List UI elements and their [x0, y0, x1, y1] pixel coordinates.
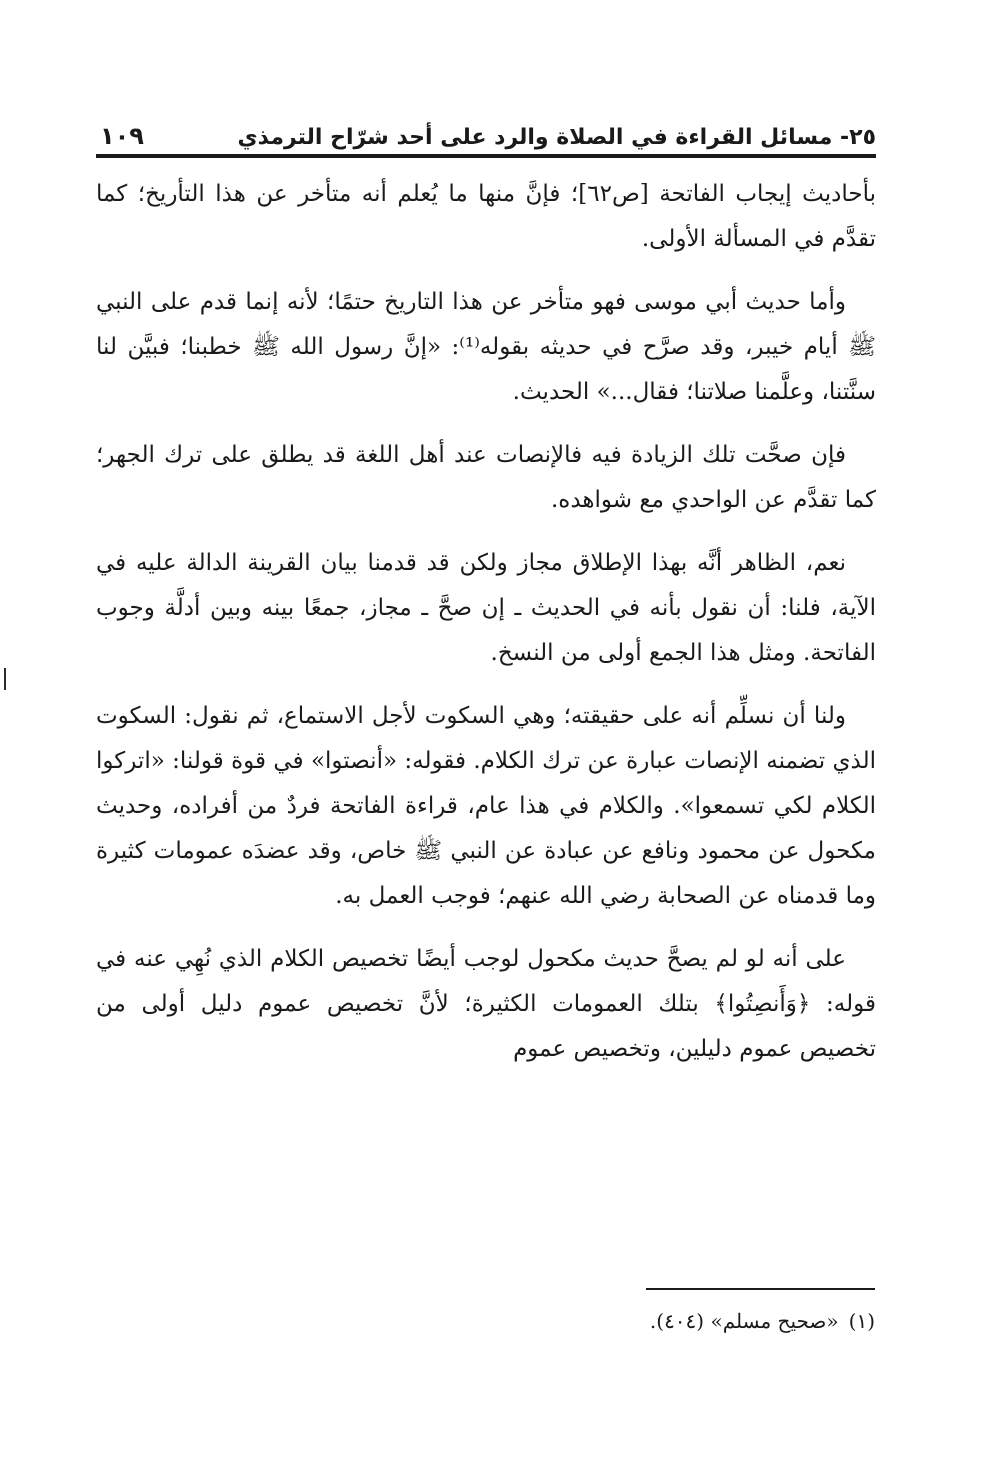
footnote-number: (١) — [848, 1309, 875, 1333]
body-text — [96, 172, 876, 1072]
paragraph: فإن صحَّت تلك الزيادة فيه فالإنصات عند أهل اللغة قد يطلق على ترك الجهر؛ كما تقدَّم عن الواحدي مع شواهده. — [96, 442, 876, 513]
running-title: ٢٥- مسائل القراءة في الصلاة والرد على أحد شرّاح الترمذي — [237, 125, 876, 150]
page-number: ١٠٩ — [100, 122, 144, 150]
paragraph: نعم، الظاهر أنَّه بهذا الإطلاق مجاز ولكن قد قدمنا بيان القرينة الدالة عليه في الآية، فلنا: أن نقول بأنه في الحديث ـ إن صحَّ ـ مجاز، جمعًا بينه وبين أدلَّة وجوب الفاتحة. ومثل هذا الجمع أولى من النسخ. — [96, 550, 876, 666]
footnote-divider — [646, 1288, 875, 1290]
paragraph: على أنه لو لم يصحَّ حديث مكحول لوجب أيضًا تخصيص الكلام الذي نُهِي عنه في قوله: ﴿وَأَنصِتُوا﴾ بتلك العمومات الكثيرة؛ لأنَّ تخصيص عموم دليل أولى من تخصيص عموم دليلين، وتخصيص عموم — [96, 946, 876, 1062]
book-page — [96, 108, 876, 1090]
paragraph: بأحاديث إيجاب الفاتحة [ص٦٢]؛ فإنَّ منها ما يُعلم أنه متأخر عن هذا التأريخ؛ كما تقدَّم في المسألة الأولى. — [96, 181, 877, 252]
paragraph: ولنا أن نسلِّم أنه على حقيقته؛ وهي السكوت لأجل الاستماع، ثم نقول: السكوت الذي تضمنه الإنصات عبارة عن ترك الكلام. فقوله: «أنصتوا» في قوة قولنا: «اتركوا الكلام لكي تسمعوا». والكلام في هذا عام، قراءة الفاتحة فردٌ من أفراده، وحديث مكحول عن محمود ونافع عن عبادة عن النبي ﷺ خاص، وقد عضدَه عمومات كثيرة وما قدمناه عن الصحابة رضي الله عنهم؛ فوجب العمل به. — [96, 703, 876, 909]
scan-edge-mark — [4, 668, 6, 690]
running-header — [96, 108, 876, 158]
footnote-text: «صحيح مسلم» (٤٠٤). — [649, 1309, 839, 1333]
footnote — [650, 1306, 875, 1336]
paragraph: وأما حديث أبي موسى فهو متأخر عن هذا التاريخ حتمًا؛ لأنه إنما قدم على النبي ﷺ أيام خيبر، وقد صرَّح في حديثه بقوله⁽¹⁾: «إنَّ رسول الله ﷺ خطبنا؛ فبيَّن لنا سنَّتنا، وعلَّمنا صلاتنا؛ فقال...» الحديث. — [96, 289, 876, 405]
